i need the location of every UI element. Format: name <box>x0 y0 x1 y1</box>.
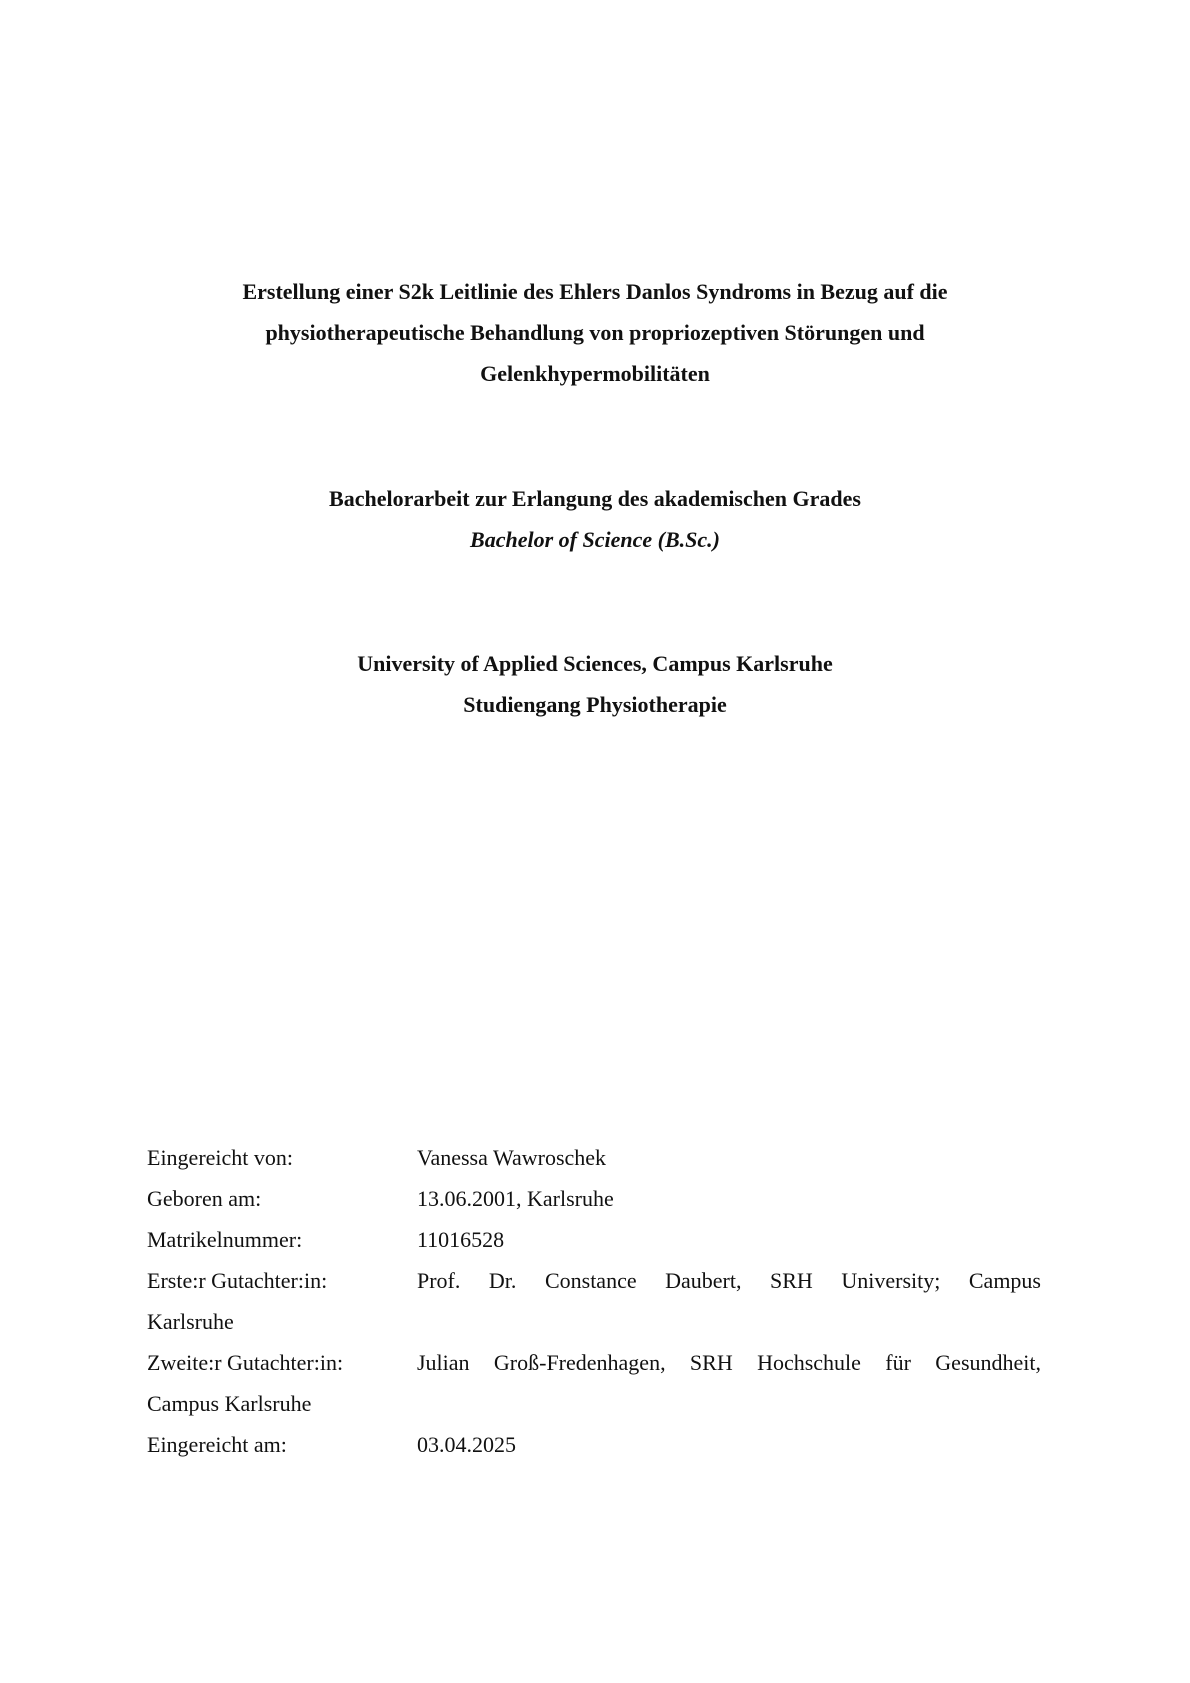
matriculation-value: 11016528 <box>417 1227 505 1252</box>
degree-purpose: Bachelorarbeit zur Erlangung des akademischen Grades <box>329 486 861 511</box>
first-reviewer-row <box>147 1260 1041 1342</box>
submission-details <box>147 1137 1041 1465</box>
thesis-title <box>0 271 1190 394</box>
second-reviewer-continuation: Campus Karlsruhe <box>147 1391 312 1416</box>
first-reviewer-value: Prof. Dr. Constance Daubert, SRH University; Campus <box>417 1268 1041 1293</box>
born-label: Geboren am: <box>147 1186 262 1211</box>
degree-name: Bachelor of Science (B.Sc.) <box>470 527 720 552</box>
thesis-title-line-2: physiotherapeutische Behandlung von propriozeptiven Störungen und <box>265 320 925 345</box>
university-block <box>0 643 1190 725</box>
second-reviewer-row <box>147 1342 1041 1424</box>
submitted-on-row <box>147 1424 1041 1465</box>
born-value: 13.06.2001, Karlsruhe <box>417 1186 614 1211</box>
submitted-by-label: Eingereicht von: <box>147 1145 294 1170</box>
second-reviewer-value: Julian Groß-Fredenhagen, SRH Hochschule für Gesundheit, <box>417 1350 1041 1375</box>
submitted-on-value: 03.04.2025 <box>417 1432 516 1457</box>
degree-statement <box>0 478 1190 560</box>
thesis-title-line-3: Gelenkhypermobilitäten <box>480 361 710 386</box>
university-name: University of Applied Sciences, Campus Karlsruhe <box>357 651 833 676</box>
submitted-by-value: Vanessa Wawroschek <box>417 1145 607 1170</box>
submitted-by-row <box>147 1137 1041 1178</box>
matriculation-label: Matrikelnummer: <box>147 1227 303 1252</box>
thesis-title-line-1: Erstellung einer S2k Leitlinie des Ehlers Danlos Syndroms in Bezug auf die <box>242 279 948 304</box>
study-program: Studiengang Physiotherapie <box>463 692 727 717</box>
born-row <box>147 1178 1041 1219</box>
submitted-on-label: Eingereicht am: <box>147 1432 287 1457</box>
matriculation-row <box>147 1219 1041 1260</box>
first-reviewer-label: Erste:r Gutachter:in: <box>147 1268 328 1293</box>
second-reviewer-label: Zweite:r Gutachter:in: <box>147 1350 344 1375</box>
first-reviewer-continuation: Karlsruhe <box>147 1309 234 1334</box>
